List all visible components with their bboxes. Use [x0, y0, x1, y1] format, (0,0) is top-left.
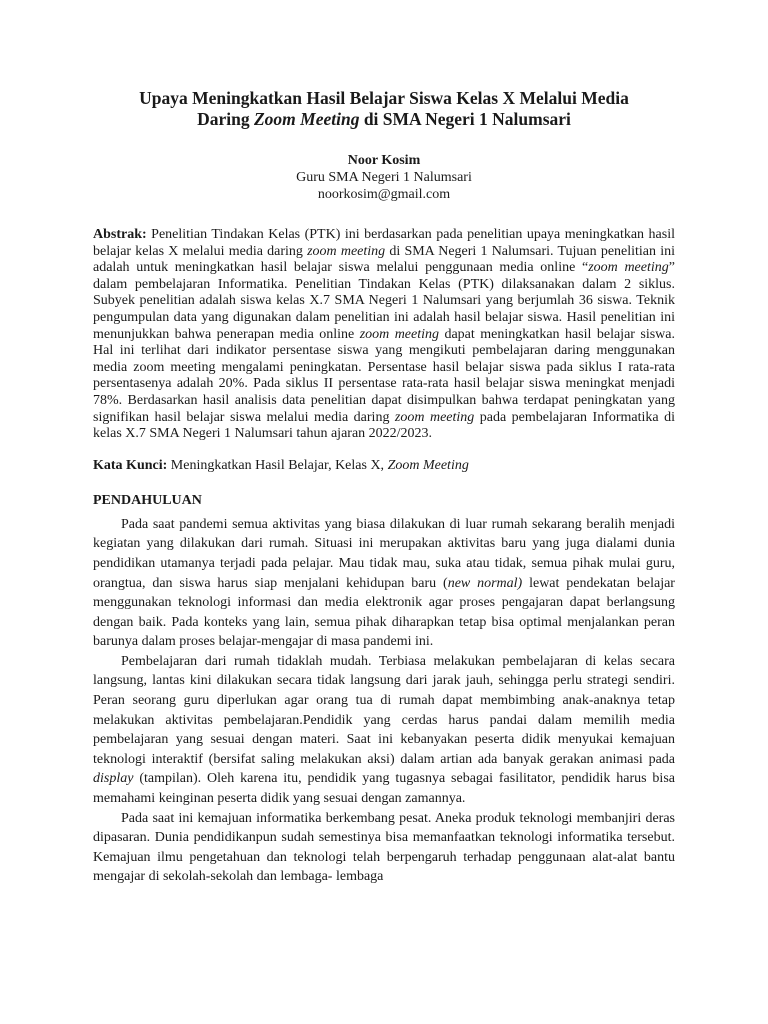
author-affiliation: Guru SMA Negeri 1 Nalumsari [296, 170, 472, 185]
paper-title [93, 88, 675, 130]
author-email: noorkosim@gmail.com [317, 187, 451, 202]
paragraph-1-emphasis: new normal) [447, 575, 523, 591]
paragraph-1-start: Pada saat pandemi semua aktivitas yang biasa dilakukan di luar rumah sekarang beralih menjadi kegiatan yang dilakukan dari rumah. Situasi ini merupakan aktivitas baru yang juga dialami dunia pendidikan utamanya terjadi pada pelajar. Mau tidak mau, suka atau tidak, semua pihak mulai guru, orangtua, dan siswa harus siap menjalani kehidupan baru ( [93, 516, 675, 591]
abstract-emphasis-1: zoom meeting [307, 243, 386, 259]
title-line-2 [197, 109, 571, 129]
abstract-text-2: di SMA Negeri 1 Nalumsari. Tujuan penelitian ini adalah untuk meningkatkan hasil belajar siswa melalui penggunaan media online “ [93, 243, 675, 276]
paragraph-1-end: lewat pendekatan belajar menggunakan teknologi informasi dan media elektronik agar proses pengajaran dapat berlangsung dengan baik. Pada konteks yang lain, semua pihak diharapkan tetap bisa optimal menjalankan peran barunya dalam proses belajar-mengajar di masa pandemi ini. [93, 575, 675, 650]
title-line-2-end: di SMA Negeri 1 Nalumsari [359, 109, 571, 129]
abstract-emphasis-3: zoom meeting [359, 326, 440, 342]
keywords-text: Meningkatkan Hasil Belajar, Kelas X, [167, 457, 388, 473]
paragraph-2-emphasis: display [93, 771, 134, 787]
section-heading: PENDAHULUAN [93, 492, 202, 508]
abstract-text-5: pada pembelajaran Informatika di kelas X.7 SMA Negeri 1 Nalumsari tahun ajaran 2022/2023. [93, 409, 675, 442]
paragraph-2-start: Pembelajaran dari rumah tidaklah mudah. Terbiasa melakukan pembelajaran di kelas secara langsung, lantas kini dilakukan secara tidak langsung dari jarak jauh, sehingga perlu strategi sendiri. Peran seorang guru diperlukan agar orang tua di rumah dapat membimbing anak-anaknya tetap melakukan aktivitas pembelajaran.Pendidik yang cerdas harus pandai dalam memilih media pembelajaran yang sesuai dengan materi. Saat ini kebanyakan peserta didik menyukai kemajuan teknologi interaktif (bersifat saling melakukan aksi) dalam artian ada banyak gerakan animasi pada [93, 653, 675, 767]
abstract-emphasis-4: zoom meeting [394, 409, 475, 425]
abstract-label: Abstrak: [93, 227, 147, 242]
abstract-emphasis-2: zoom meeting [588, 260, 669, 276]
paragraph-1 [93, 515, 675, 652]
keywords-emphasis: Zoom Meeting [387, 457, 469, 473]
keywords-label: Kata Kunci: [93, 457, 168, 473]
abstract-text-3: ” dalam pembelajaran Informatika. Penelitian Tindakan Kelas (PTK) dilaksanakan dalam 2 siklus. Subyek penelitian adalah siswa kelas X.7 SMA Negeri 1 Nalumsari yang berjumlah 36 siswa. Teknik pengumpulan data yang digunakan dalam penelitian ini adalah hasil belajar siswa. Hasil penelitian ini menunjukkan bahwa penerapan media online [93, 260, 675, 342]
paragraph-2-end: (tampilan). Oleh karena itu, pendidik yang tugasnya sebagai fasilitator, pendidik harus bisa memahami keinginan peserta didik yang sesuai dengan zamannya. [93, 771, 675, 807]
paragraph-2 [93, 652, 675, 809]
title-line-1: Upaya Meningkatkan Hasil Belajar Siswa Kelas X Melalui Media [139, 88, 629, 108]
title-line-2-emphasis: Zoom Meeting [253, 109, 360, 129]
abstract-text-4: dapat meningkatkan hasil belajar siswa. Hal ini terlihat dari indikator persentase siswa yang mengikuti pembelajaran daring menggunakan media zoom meeting mengalami peningkatan. Persentase hasil belajar siswa pada siklus I rata-rata persentasenya adalah 20%. Pada siklus II persentase rata-rata hasil belajar siswa meningkat menjadi 78%. Berdasarkan hasil analisis data penelitian dapat disimpulkan bahwa terdapat peningkatan yang signifikan hasil belajar siswa melalui media daring [93, 326, 675, 425]
author-block [93, 152, 675, 203]
keywords [93, 457, 675, 474]
title-line-2-start: Daring [197, 109, 254, 129]
paper-body [93, 515, 675, 887]
abstract [93, 227, 675, 443]
abstract-text-1: Penelitian Tindakan Kelas (PTK) ini berdasarkan pada penelitian upaya meningkatkan hasil belajar kelas X melalui media daring [93, 227, 675, 259]
author-name: Noor Kosim [347, 153, 421, 168]
paragraph-3: Pada saat ini kemajuan informatika berkembang pesat. Aneka produk teknologi membanjiri deras dipasaran. Dunia pendidikanpun sudah semestinya bisa memanfaatkan teknologi informatika tersebut. Kemajuan ilmu pengetahuan dan teknologi telah berpengaruh terhadap penggunaan alat-alat bantu mengajar di sekolah-sekolah dan lembaga- lembaga [93, 810, 675, 885]
